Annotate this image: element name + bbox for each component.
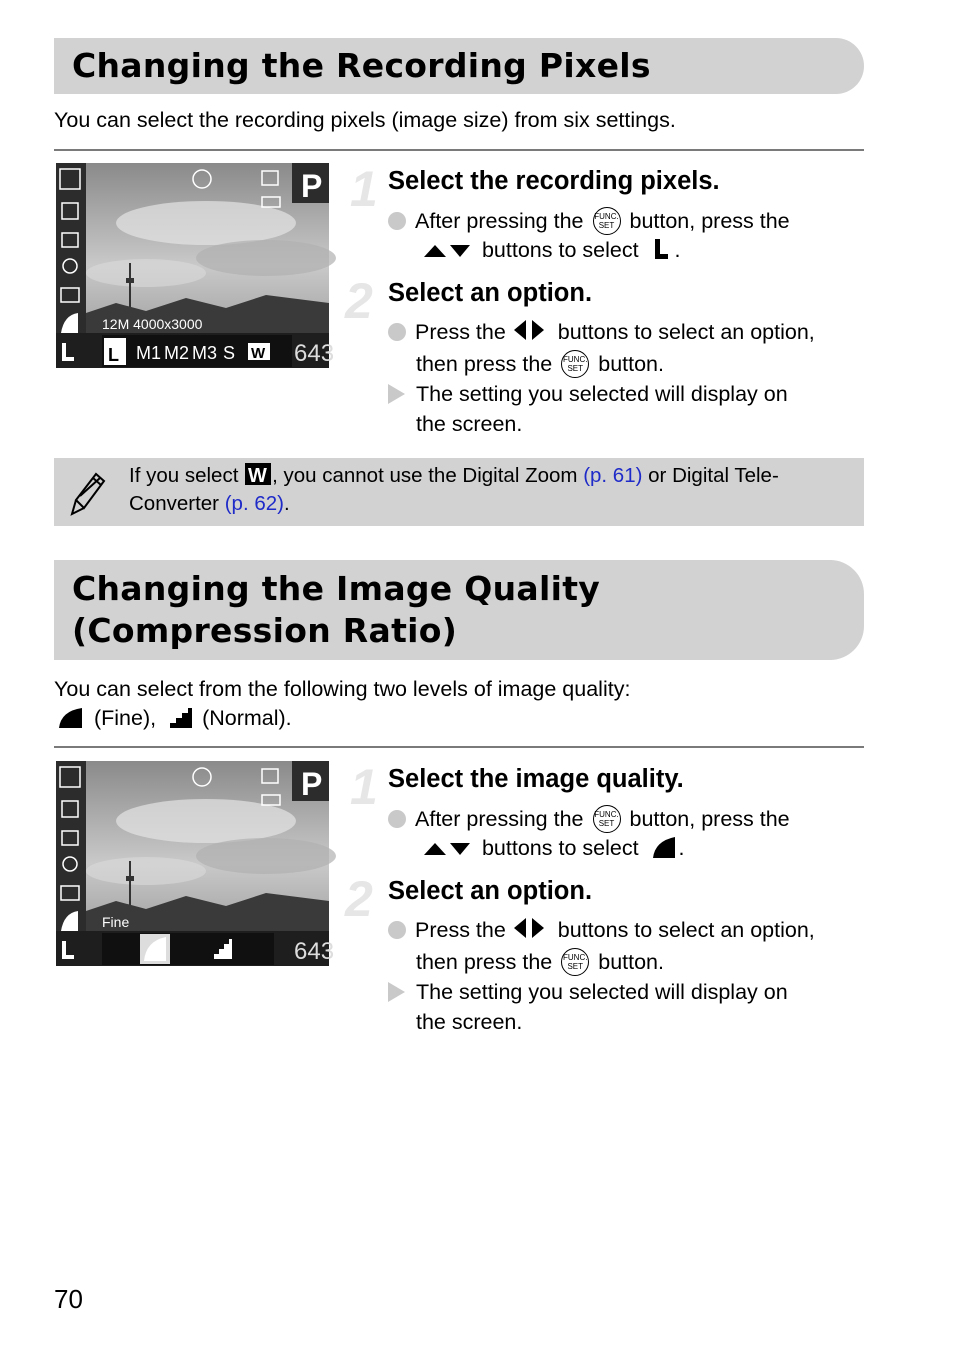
step-result: the screen. <box>416 1010 523 1034</box>
large-size-icon <box>645 237 675 261</box>
camera-screen-image <box>56 163 335 368</box>
normal-quality-icon <box>162 707 196 729</box>
bullet-icon <box>388 323 406 341</box>
mode-indicator: P <box>301 168 323 204</box>
step-instruction: After pressing the FUNC. SET button, press the <box>388 805 790 833</box>
fine-quality-icon <box>54 707 88 729</box>
camera-screen-recording-pixels <box>56 163 335 368</box>
option-m3: M3 <box>192 343 218 363</box>
func-set-button-icon: FUNC. SET <box>561 350 589 378</box>
divider <box>54 746 864 748</box>
result-arrow-icon <box>388 982 405 1002</box>
page-number: 70 <box>54 1284 83 1314</box>
left-right-arrows-icon <box>512 319 548 341</box>
camera-screen-image <box>56 761 335 966</box>
step-instruction: buttons to select . <box>388 835 685 861</box>
step-instruction: buttons to select . <box>388 237 681 263</box>
bullet-icon <box>388 921 406 939</box>
step-number-1: 1 <box>350 759 378 815</box>
step-instruction: Press the buttons to select an option, <box>388 319 815 345</box>
section-intro: You can select the recording pixels (image size) from six settings. <box>54 108 676 132</box>
step-instruction: After pressing the FUNC. SET button, press the <box>388 207 790 235</box>
step-result: the screen. <box>416 412 523 436</box>
up-down-arrows-icon <box>422 243 472 259</box>
bullet-icon <box>388 810 406 828</box>
step-instruction: Press the buttons to select an option, <box>388 917 815 943</box>
note-text: If you select <box>129 464 239 487</box>
step-instruction: then press the FUNC. SET button. <box>416 352 664 376</box>
step-instruction: then press the FUNC. SET button. <box>416 950 664 974</box>
mode-indicator: P <box>301 766 323 802</box>
note-box: If you select W , you cannot use the Digital Zoom (p. 61) or Digital Tele- Converter (p. 62). <box>54 458 864 526</box>
result-arrow-icon <box>388 384 405 404</box>
camera-screen-image-quality <box>56 761 335 966</box>
step-title: Select an option. <box>388 279 593 307</box>
option-m2: M2 <box>164 343 190 363</box>
page-link-61[interactable]: (p. 61) <box>583 464 643 487</box>
step-number-2: 2 <box>345 871 373 927</box>
step-number-2: 2 <box>345 273 373 329</box>
section-heading-image-quality <box>54 560 864 660</box>
note-text: or Digital Tele- <box>648 464 779 487</box>
step-title: Select the image quality. <box>388 765 684 793</box>
svg-text:W: W <box>248 465 267 487</box>
pencil-icon <box>68 470 108 516</box>
section-heading-recording-pixels <box>54 38 864 94</box>
divider <box>54 149 864 151</box>
option-s: S <box>223 343 236 363</box>
section-intro: You can select from the following two levels of image quality: (Fine), (Normal). <box>54 677 631 730</box>
option-w: W <box>251 345 266 362</box>
note-text: , you cannot use the Digital Zoom <box>272 464 578 487</box>
section-title: Changing the Recording Pixels <box>72 46 651 85</box>
func-set-button-icon: FUNC. SET <box>593 805 621 833</box>
step-title: Select an option. <box>388 877 593 905</box>
shots-remaining: 643 <box>294 340 335 367</box>
step-title: Select the recording pixels. <box>388 167 720 195</box>
wide-size-icon <box>244 462 272 486</box>
left-right-arrows-icon <box>512 917 548 939</box>
shots-remaining: 643 <box>294 938 335 965</box>
func-set-button-icon: FUNC. SET <box>561 948 589 976</box>
setting-info: Fine <box>102 914 130 930</box>
func-set-button-icon: FUNC. SET <box>593 207 621 235</box>
step-result: The setting you selected will display on <box>388 382 788 407</box>
section-title-line2: (Compression Ratio) <box>72 611 458 650</box>
section-title-line1: Changing the Image Quality <box>72 569 601 608</box>
up-down-arrows-icon <box>422 841 472 857</box>
setting-info: 12M 4000x3000 <box>102 316 203 332</box>
option-m1: M1 <box>136 343 162 363</box>
option-l: L <box>108 345 119 365</box>
step-result: The setting you selected will display on <box>388 980 788 1005</box>
step-number-1: 1 <box>350 161 378 217</box>
fine-quality-icon <box>645 835 679 859</box>
bullet-icon <box>388 212 406 230</box>
page-link-62[interactable]: (p. 62) <box>224 491 284 515</box>
note-text: Converter <box>129 491 220 515</box>
